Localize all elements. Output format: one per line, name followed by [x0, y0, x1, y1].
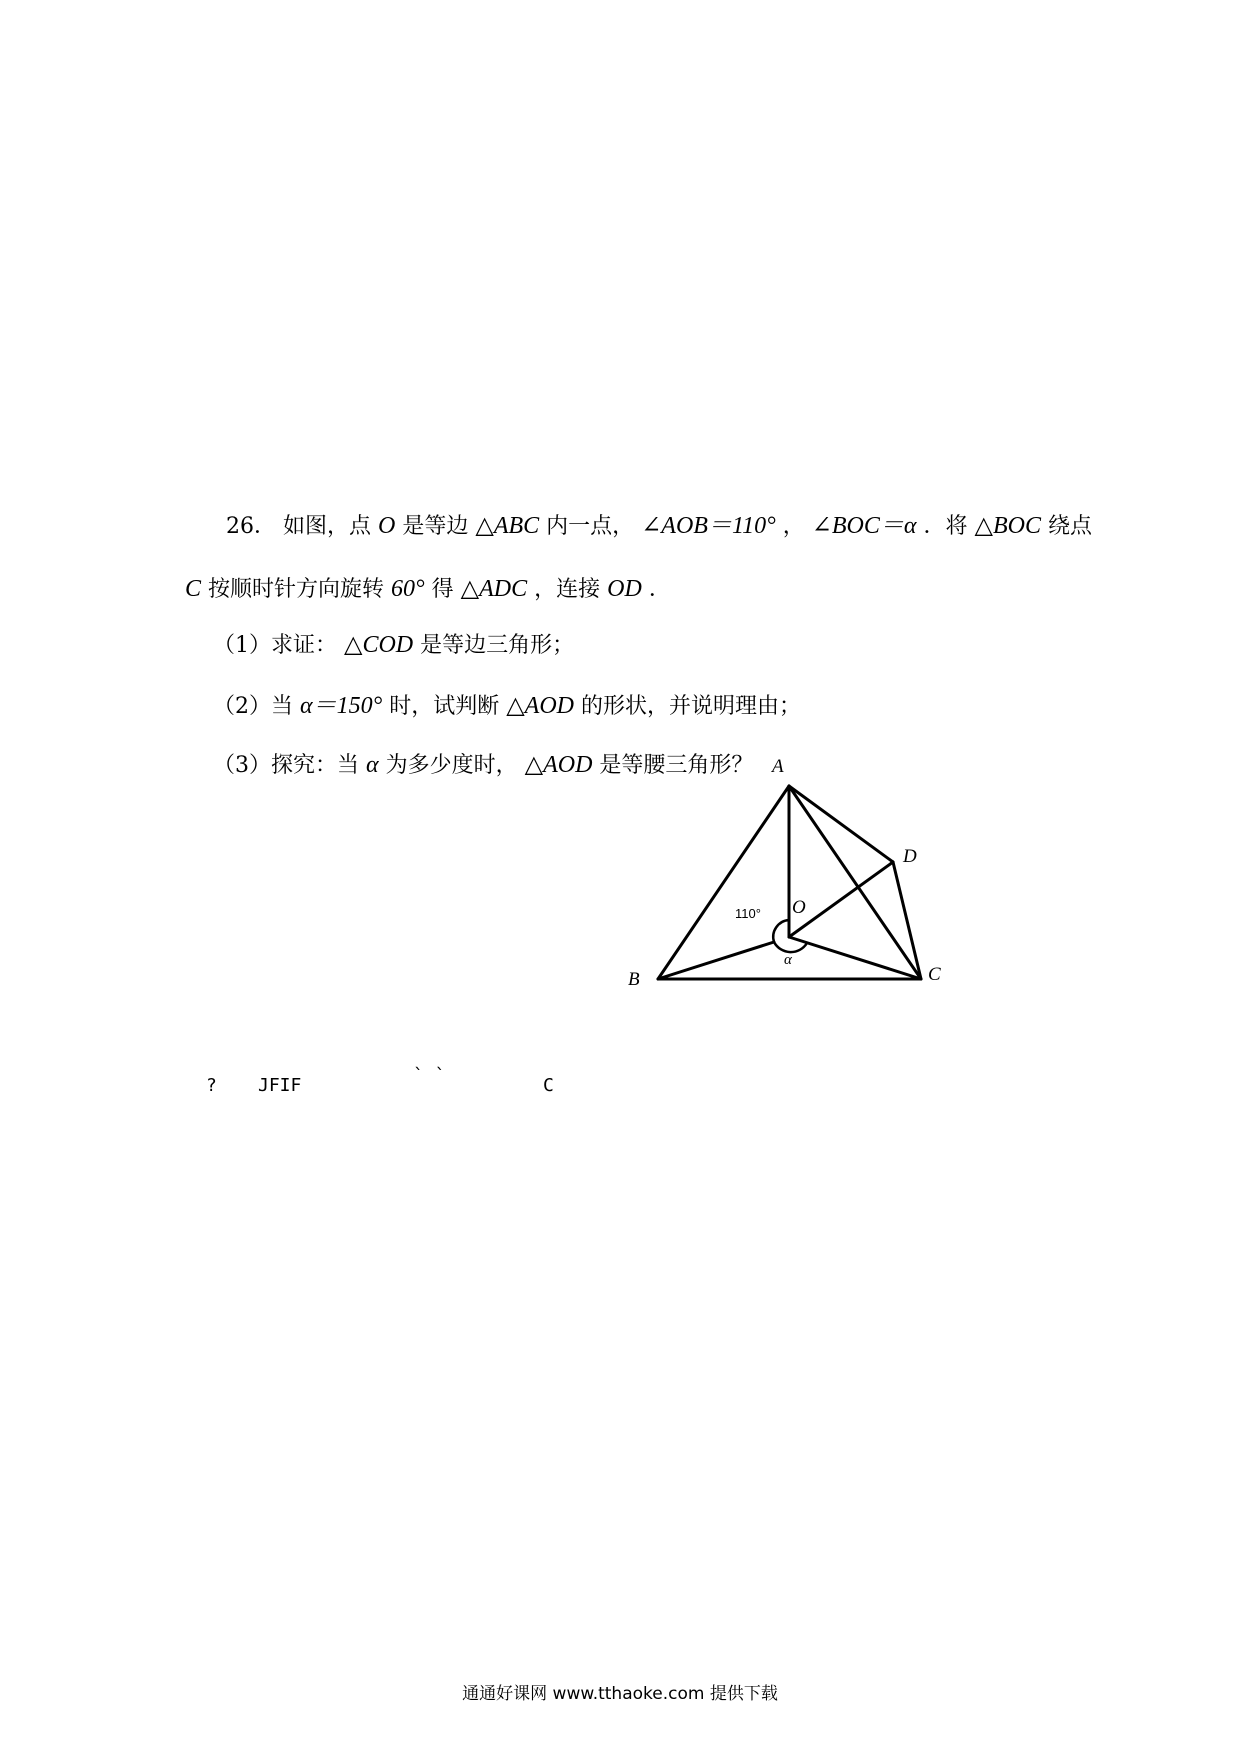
- math-alpha-value: α＝150°: [300, 693, 383, 719]
- math-rotation-angle: 60°: [391, 576, 425, 602]
- text: ．: [648, 577, 671, 602]
- label-c: C: [928, 964, 941, 985]
- segment-ac: [789, 786, 921, 979]
- segment-ad: [789, 786, 893, 862]
- text: （3）探究：当: [213, 753, 359, 778]
- text: 如图，点: [283, 514, 372, 539]
- label-angle-alpha: α: [784, 952, 792, 968]
- artifact-c: C: [543, 1075, 554, 1096]
- math-triangle-cod: △COD: [344, 632, 414, 658]
- segment-dc: [893, 862, 921, 979]
- text: （2）当: [213, 694, 293, 719]
- text: 的形状，并说明理由；: [581, 694, 802, 719]
- segment-oc: [789, 937, 921, 979]
- text: 是等腰三角形？: [599, 753, 754, 778]
- math-alpha: α: [366, 752, 379, 778]
- label-a: A: [772, 756, 784, 777]
- math-segment-od: OD: [607, 576, 642, 602]
- math-point-c: C: [185, 576, 202, 602]
- math-triangle-aod: △AOD: [524, 752, 593, 778]
- label-d: D: [903, 846, 917, 867]
- text: 按顺时针方向旋转: [208, 577, 385, 602]
- artifact-ticks: ` `: [413, 1065, 446, 1086]
- text: 为多少度时，: [385, 753, 518, 778]
- label-angle-aob: 110°: [735, 906, 761, 921]
- text: （1）求证：: [213, 633, 337, 658]
- problem-number: 26．: [226, 514, 276, 539]
- math-angle-boc: ∠BOC＝α: [811, 513, 917, 539]
- text: ．将: [923, 514, 968, 539]
- segment-bo: [658, 942, 774, 979]
- text: ，: [782, 514, 805, 539]
- label-b: B: [628, 969, 640, 990]
- math-triangle-adc: △ADC: [460, 576, 528, 602]
- angle-boc-arc: [774, 942, 807, 952]
- text: 是等边: [402, 514, 469, 539]
- math-triangle-aod: △AOD: [506, 693, 574, 719]
- text: 是等边三角形；: [420, 633, 575, 658]
- math-triangle-abc: △ABC: [475, 513, 540, 539]
- artifact-question-mark: ?: [206, 1075, 217, 1096]
- label-o: O: [792, 897, 806, 918]
- segment-ab: [658, 786, 789, 979]
- math-point-o: O: [378, 513, 396, 539]
- math-triangle-boc: △BOC: [974, 513, 1041, 539]
- text: 绕点: [1047, 514, 1092, 539]
- angle-aob-arc: [773, 920, 789, 942]
- footer-source: 通通好课网 www.tthaoke.com 提供下载: [462, 1684, 778, 1704]
- text: 得: [431, 577, 454, 602]
- math-angle-aob: ∠AOB＝110°: [641, 513, 776, 539]
- text: ，连接: [534, 577, 601, 602]
- artifact-jfif: JFIF: [258, 1075, 302, 1096]
- text: 时，试判断: [389, 694, 500, 719]
- text: 内一点，: [546, 514, 635, 539]
